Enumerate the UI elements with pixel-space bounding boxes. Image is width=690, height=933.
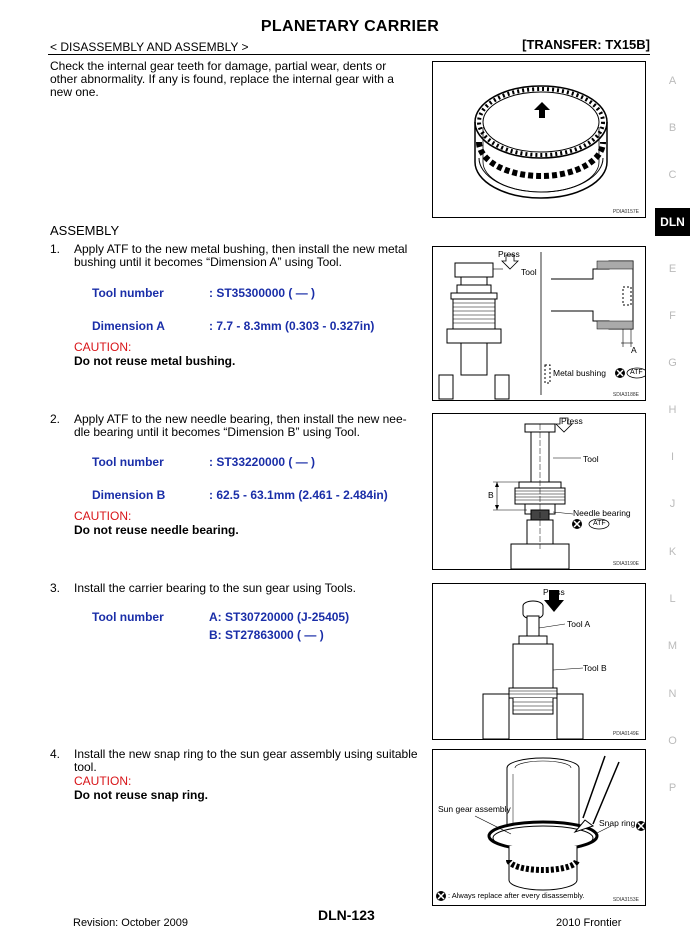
carrier-bearing-figure bbox=[432, 583, 646, 740]
intro-line: other abnormality. If any is found, replace the internal gear with a bbox=[50, 72, 394, 86]
sidenav-item-g[interactable]: G bbox=[668, 357, 677, 369]
internal-gear-illustration bbox=[433, 62, 645, 217]
atf-label: ATF bbox=[630, 369, 643, 376]
section-title: < DISASSEMBLY AND ASSEMBLY > bbox=[50, 40, 249, 54]
tool-label: Tool bbox=[583, 454, 599, 464]
step4-text bbox=[74, 748, 430, 774]
step1-text bbox=[74, 243, 430, 269]
snap-ring-label: Snap ring bbox=[599, 818, 636, 828]
step-number: 1. bbox=[50, 242, 61, 256]
sidenav-item-c[interactable]: C bbox=[668, 169, 677, 181]
sidenav-item-i[interactable]: I bbox=[670, 451, 675, 463]
figure-id: SDIA3153E bbox=[612, 897, 639, 903]
replace-note: : Always replace after every disassembly. bbox=[448, 891, 585, 900]
dimension-value: : 62.5 - 63.1mm (2.461 - 2.484in) bbox=[209, 488, 388, 502]
step-line: Apply ATF to the new needle bearing, then install the new nee- bbox=[74, 412, 407, 426]
needle-bearing-figure bbox=[432, 413, 646, 570]
sidenav-item-e[interactable]: E bbox=[668, 263, 677, 275]
intro-line: Check the internal gear teeth for damage, partial wear, dents or bbox=[50, 59, 387, 73]
sidenav-item-h[interactable]: H bbox=[668, 404, 677, 416]
step-number: 2. bbox=[50, 412, 61, 426]
press-label: Press bbox=[498, 249, 520, 259]
tool-a-label: Tool A bbox=[567, 619, 591, 629]
page-number: DLN-123 bbox=[318, 907, 375, 923]
dimension-label: Dimension B bbox=[92, 488, 166, 502]
step-line: Apply ATF to the new metal bushing, then install the new metal bbox=[74, 242, 408, 256]
step-line: Install the new snap ring to the sun gear assembly using suitable bbox=[74, 747, 418, 761]
assembly-heading: ASSEMBLY bbox=[50, 223, 120, 238]
caution-text: Do not reuse metal bushing. bbox=[74, 354, 236, 368]
sidenav-item-o[interactable]: O bbox=[668, 735, 677, 747]
caution-label: CAUTION: bbox=[74, 774, 132, 788]
tool-b-label: Tool B bbox=[583, 663, 607, 673]
step-number: 4. bbox=[50, 747, 61, 761]
sidenav-item-f[interactable]: F bbox=[669, 310, 676, 322]
sidenav-item-p[interactable]: P bbox=[668, 782, 677, 794]
caution-text: Do not reuse needle bearing. bbox=[74, 523, 239, 537]
figure-id: PDIA0149E bbox=[612, 731, 639, 737]
figure-id: SDIA3190E bbox=[612, 561, 639, 567]
dimension-a-label: A bbox=[631, 345, 637, 355]
metal-bushing-label: Metal bushing bbox=[553, 368, 606, 378]
sidenav-item-l[interactable]: L bbox=[669, 593, 676, 605]
dimension-value: : 7.7 - 8.3mm (0.303 - 0.327in) bbox=[209, 319, 375, 333]
sidenav-item-j[interactable]: J bbox=[669, 498, 676, 510]
step3-text: Install the carrier bearing to the sun gear using Tools. bbox=[74, 581, 356, 595]
tool-number-value: : ST33220000 ( — ) bbox=[209, 455, 316, 469]
sidenav-item-m[interactable]: M bbox=[667, 640, 678, 652]
needle-bearing-illustration bbox=[433, 414, 645, 569]
tool-number-label: Tool number bbox=[92, 286, 164, 300]
sidenav-item-n[interactable]: N bbox=[668, 688, 677, 700]
atf-label: ATF bbox=[593, 520, 606, 527]
dimension-label: Dimension A bbox=[92, 319, 165, 333]
intro-line: new one. bbox=[50, 85, 99, 99]
tool-label: Tool bbox=[521, 267, 537, 277]
snap-ring-figure bbox=[432, 749, 646, 906]
revision-label: Revision: October 2009 bbox=[73, 917, 188, 929]
vehicle-label: 2010 Frontier bbox=[556, 917, 622, 929]
tool-number-value: : ST35300000 ( — ) bbox=[209, 286, 316, 300]
press-label: Press bbox=[561, 416, 583, 426]
sidenav-item-k[interactable]: K bbox=[668, 546, 677, 558]
figure-id: SDIA3188E bbox=[612, 392, 639, 398]
step-line: tool. bbox=[74, 760, 97, 774]
needle-bearing-label: Needle bearing bbox=[573, 508, 631, 518]
step-line: bushing until it becomes “Dimension A” using Tool. bbox=[74, 255, 342, 269]
sidenav-item-dln[interactable]: DLN bbox=[655, 208, 690, 236]
page-title: PLANETARY CARRIER bbox=[260, 18, 440, 35]
metal-bushing-illustration bbox=[433, 247, 645, 400]
sun-gear-assembly-label: Sun gear assembly bbox=[438, 804, 511, 814]
caution-label: CAUTION: bbox=[74, 340, 132, 354]
sidenav-item-b[interactable]: B bbox=[668, 122, 677, 134]
carrier-bearing-illustration bbox=[433, 584, 645, 739]
step-number: 3. bbox=[50, 581, 61, 595]
intro-paragraph bbox=[50, 60, 428, 99]
caution-label: CAUTION: bbox=[74, 509, 132, 523]
step2-text bbox=[74, 413, 430, 439]
sidenav-item-a[interactable]: A bbox=[668, 75, 677, 87]
internal-gear-figure bbox=[432, 61, 646, 218]
metal-bushing-figure bbox=[432, 246, 646, 401]
tool-number-label: Tool number bbox=[92, 610, 164, 624]
dimension-b-label: B bbox=[488, 490, 494, 500]
press-label: Press bbox=[543, 587, 565, 597]
tool-number-label: Tool number bbox=[92, 455, 164, 469]
figure-id: PDIA0157E bbox=[612, 209, 639, 215]
tool-b-value: B: ST27863000 ( — ) bbox=[209, 628, 324, 642]
step-line: dle bearing until it becomes “Dimension B” using Tool. bbox=[74, 425, 360, 439]
caution-text: Do not reuse snap ring. bbox=[74, 788, 209, 802]
tool-a-value: A: ST30720000 (J-25405) bbox=[209, 610, 350, 624]
header-rule bbox=[48, 54, 650, 55]
model-label: [TRANSFER: TX15B] bbox=[522, 37, 650, 52]
